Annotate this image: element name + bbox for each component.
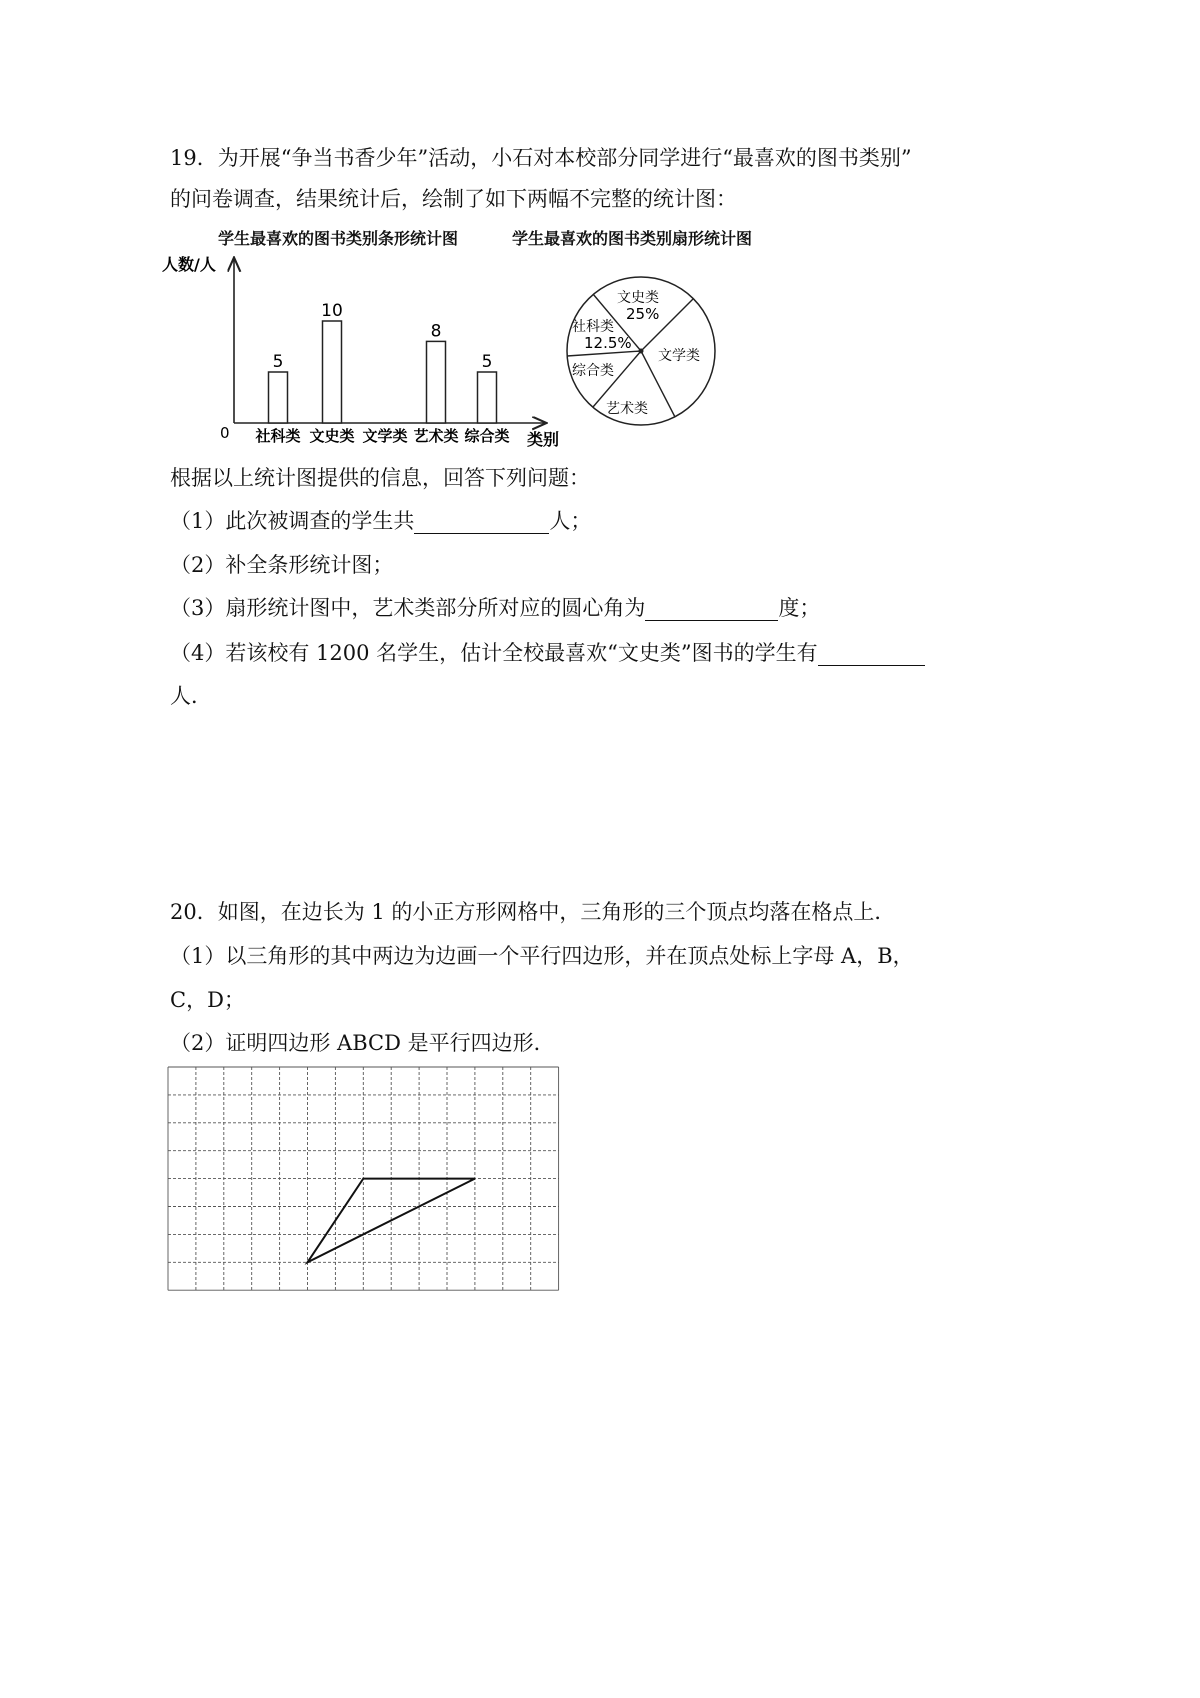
- bar-chart-title: 学生最喜欢的图书类别条形统计图: [218, 229, 459, 248]
- bar-category-label: 社科类: [255, 427, 301, 445]
- pie-label-zonghe: 综合类: [572, 363, 614, 379]
- q19-sub2: （2）补全条形统计图；: [170, 553, 394, 577]
- pie-label-yishu: 艺术类: [606, 401, 648, 417]
- answer-blank-3[interactable]: [645, 598, 778, 621]
- bar: [269, 372, 288, 423]
- pie-percent-wenshi: 25%: [626, 305, 660, 323]
- q19-sub4-unit: 人．: [170, 684, 212, 708]
- pie-chart: [562, 272, 722, 432]
- bar-origin-label: 0: [220, 424, 230, 442]
- square-grid[interactable]: [165, 1064, 565, 1296]
- q19-sub3: [170, 596, 820, 621]
- pie-slice-boundary: [593, 351, 641, 407]
- bar-value-label: 5: [481, 352, 493, 372]
- bar: [427, 341, 446, 423]
- q19-sub1: [170, 509, 591, 534]
- answer-blank-4[interactable]: [818, 643, 925, 666]
- bar: [323, 321, 342, 423]
- pie-label-wenxue: 文学类: [658, 348, 700, 364]
- bar-ylabel: 人数/人: [162, 255, 216, 274]
- pie-center-dot: [639, 349, 644, 354]
- pie-label-wenshi: 文史类: [617, 290, 659, 306]
- q19-sub4: [170, 641, 925, 666]
- q20-line3: C，D；: [170, 988, 245, 1012]
- q20-line4: （2）证明四边形 ABCD 是平行四边形．: [170, 1031, 555, 1055]
- q20-line1: 20．如图，在边长为 1 的小正方形网格中，三角形的三个顶点均落在格点上．: [170, 900, 896, 924]
- pie-chart-title: 学生最喜欢的图书类别扇形统计图: [512, 229, 753, 248]
- q19-sub3-unit: 度；: [778, 596, 821, 620]
- q20-line2: （1）以三角形的其中两边为边画一个平行四边形，并在顶点处标上字母 A，B，: [170, 944, 914, 968]
- bar-value-label: 10: [321, 301, 343, 321]
- bar-category-label: 文学类: [362, 427, 408, 445]
- q19-sub3-text: （3）扇形统计图中，艺术类部分所对应的圆心角为: [170, 596, 646, 620]
- bar-category-label: 艺术类: [413, 427, 459, 445]
- q19-prompt: 根据以上统计图提供的信息，回答下列问题：: [170, 466, 590, 490]
- bar-value-label: 8: [430, 321, 442, 342]
- bar-xlabel: 类别: [527, 430, 560, 449]
- bar-category-label: 文史类: [309, 427, 355, 445]
- bar-chart: [160, 235, 560, 455]
- q19-sub4-text: （4）若该校有 1200 名学生，估计全校最喜欢“文史类”图书的学生有: [170, 641, 818, 665]
- bar-value-label: 5: [272, 352, 284, 372]
- q19-intro-line1: 19．为开展“争当书香少年”活动，小石对本校部分同学进行“最喜欢的图书类别”: [170, 146, 912, 170]
- q19-sub1-text: （1）此次被调查的学生共: [170, 509, 415, 533]
- bar: [478, 372, 497, 423]
- pie-percent-sheke: 12.5%: [584, 334, 632, 352]
- pie-label-sheke: 社科类: [572, 319, 614, 335]
- q19-intro-line2: 的问卷调查，结果统计后，绘制了如下两幅不完整的统计图：: [170, 187, 737, 211]
- bar-category-label: 综合类: [464, 427, 510, 445]
- q19-sub1-unit: 人；: [549, 509, 592, 533]
- answer-blank-1[interactable]: [414, 511, 549, 534]
